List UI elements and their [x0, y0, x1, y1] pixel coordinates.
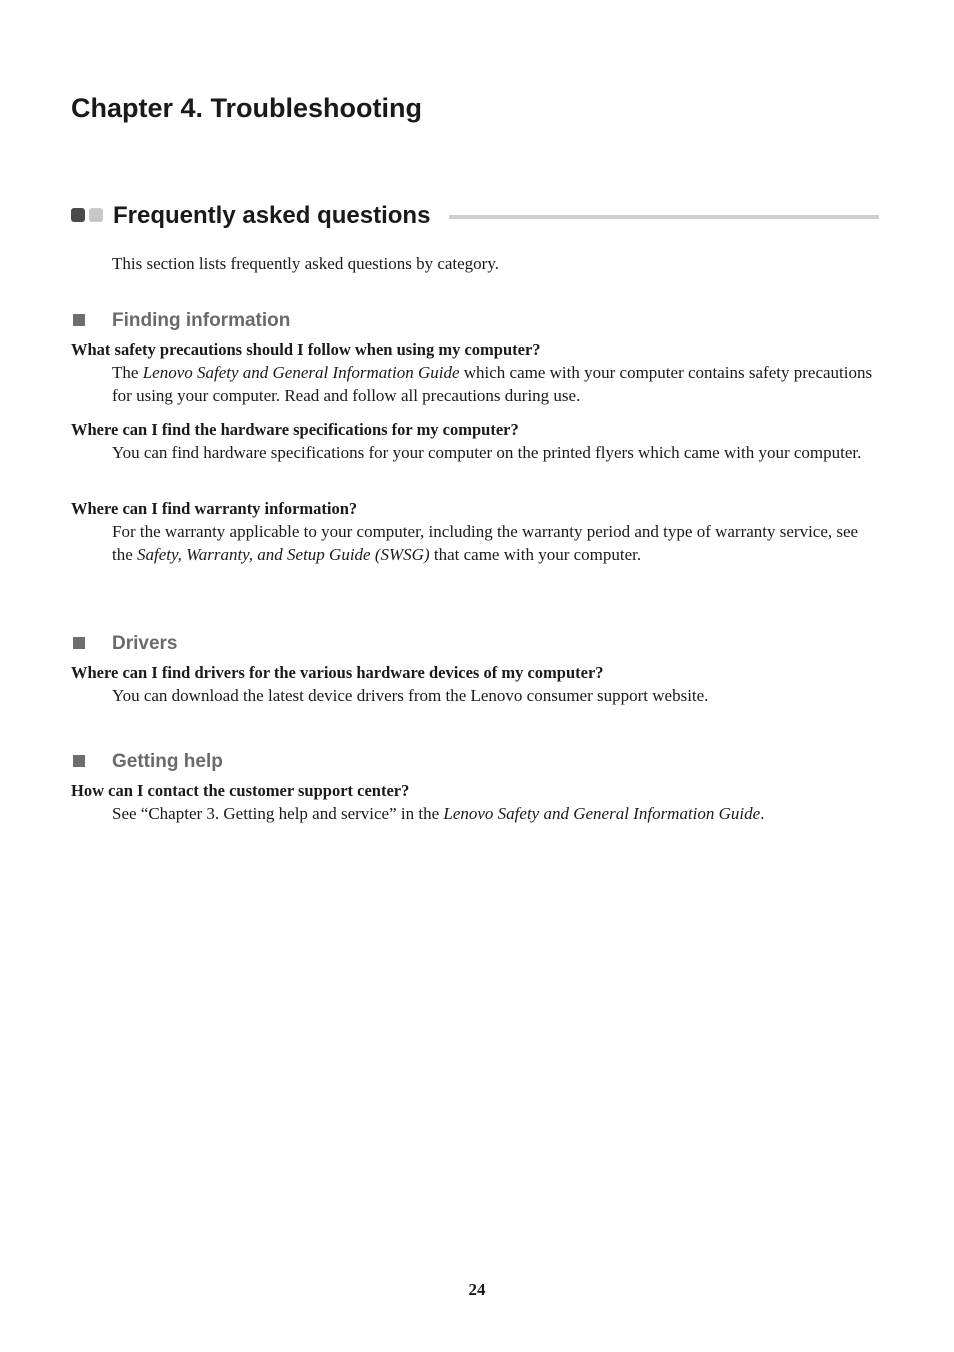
- faq-answer: You can download the latest device drivers from the Lenovo consumer support website.: [112, 686, 709, 705]
- category-label: Getting help: [112, 751, 223, 772]
- section-heading: [71, 200, 879, 232]
- faq-answer: The Lenovo Safety and General Information Guide which came with your computer contains safety precautions for using your computer. Read and follow all precautions during use.: [112, 363, 873, 405]
- guide-title-emphasis: Safety, Warranty, and Setup Guide (SWSG): [137, 545, 430, 564]
- heading-square-dark-icon: [71, 208, 85, 222]
- square-bullet-icon: [73, 755, 85, 767]
- heading-square-light-icon: [89, 208, 103, 222]
- faq-answer: You can find hardware specifications for your computer on the printed flyers which came with your computer.: [112, 443, 862, 462]
- square-bullet-icon: [73, 314, 85, 326]
- square-bullet-icon: [73, 637, 85, 649]
- faq-answer: See “Chapter 3. Getting help and service” in the Lenovo Safety and General Information Guide.: [112, 804, 765, 823]
- faq-question: What safety precautions should I follow when using my computer?: [71, 340, 541, 359]
- page-number: 24: [468, 1280, 486, 1299]
- section-rule-divider: [449, 215, 879, 219]
- faq-answer: For the warranty applicable to your computer, including the warranty period and type of warranty service, see the Safety, Warranty, and Setup Guide (SWSG) that came with your computer.: [112, 522, 859, 564]
- section-intro: This section lists frequently asked questions by category.: [112, 254, 499, 273]
- category-finding-information: [71, 308, 671, 334]
- faq-question: How can I contact the customer support center?: [71, 781, 410, 800]
- faq-question: Where can I find warranty information?: [71, 499, 358, 518]
- category-label: Finding information: [112, 310, 291, 331]
- guide-title-emphasis: Lenovo Safety and General Information Guide: [142, 363, 460, 382]
- category-label: Drivers: [112, 633, 178, 654]
- faq-question: Where can I find drivers for the various hardware devices of my computer?: [71, 663, 604, 682]
- section-title: Frequently asked questions: [113, 202, 431, 229]
- guide-title-emphasis: Lenovo Safety and General Information Guide: [443, 804, 761, 823]
- chapter-title: Chapter 4. Troubleshooting: [71, 93, 423, 123]
- category-getting-help: [71, 749, 671, 775]
- category-drivers: [71, 631, 671, 657]
- faq-question: Where can I find the hardware specifications for my computer?: [71, 420, 519, 439]
